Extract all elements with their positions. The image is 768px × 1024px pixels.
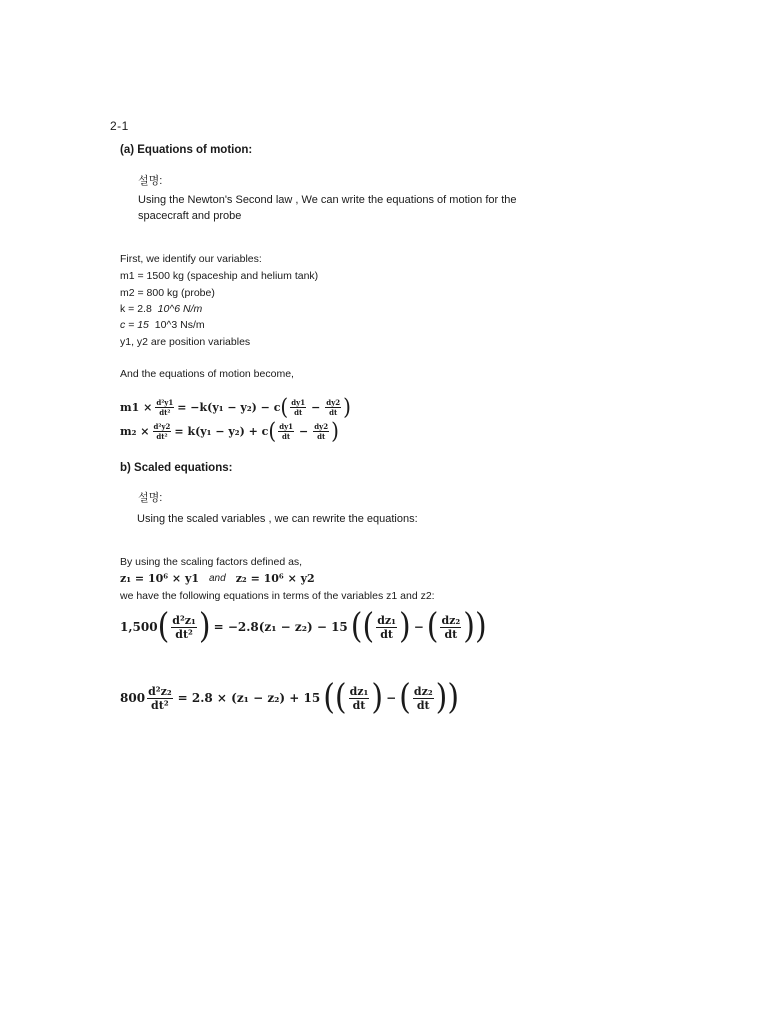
eq4-outer-open-paren: (( — [323, 677, 347, 718]
eq4-dz2-den: dt — [416, 698, 430, 712]
part-b-explanation-label: 설명: — [138, 492, 163, 504]
eq2-dy2-den: dt — [317, 431, 326, 441]
eq1-open-paren: ( — [280, 393, 289, 421]
eq3-inner-close-paren: ) — [398, 606, 411, 647]
variable-m1: m1 = 1500 kg (spaceship and helium tank) — [120, 270, 319, 282]
eq4-minus: − — [386, 691, 397, 705]
eq1-ddy-num: d²y1 — [156, 397, 174, 407]
equation-3 — [120, 606, 487, 647]
eq4-dz2-num: dz₂ — [413, 684, 433, 698]
eq4-dd-den: dt² — [151, 698, 169, 712]
eq3-dz2 — [440, 615, 461, 640]
eq4-second-derivative — [147, 686, 173, 711]
eq2-dy1 — [278, 423, 294, 440]
eq1-dy2 — [325, 399, 341, 416]
eq1-dy1 — [290, 399, 306, 416]
variable-k-value: k = 2.8 — [120, 303, 152, 315]
eq1-dy1-num: dy1 — [291, 397, 306, 407]
variable-k-unit: 10^6 N/m — [157, 303, 203, 315]
eq1-minus: − — [311, 400, 321, 414]
eq1-second-derivative — [155, 399, 174, 416]
eq3-middle: = −2.8(z₁ − z₂) − 15 — [213, 620, 348, 634]
part-b-intro: Using the scaled variables , we can rewrite the equations: — [137, 513, 418, 525]
eq3-minus: − — [413, 620, 424, 634]
variable-k — [120, 303, 202, 315]
eq3-dd-num: d²z₁ — [172, 613, 196, 627]
motion-intro: And the equations of motion become, — [120, 368, 294, 380]
eq3-dd-den: dt² — [175, 627, 193, 641]
eq2-dy2-num: dy2 — [314, 421, 329, 431]
scaling-definitions — [120, 572, 315, 585]
eq2-second-derivative — [153, 423, 172, 440]
equation-1 — [120, 393, 351, 421]
eq1-close-paren: ) — [343, 393, 351, 421]
eq4-middle: = 2.8 × (z₁ − z₂) + 15 — [177, 691, 321, 705]
part-a-heading: (a) Equations of motion: — [120, 144, 253, 156]
section-number: 2-1 — [110, 119, 129, 133]
eq1-dy2-num: dy2 — [326, 397, 341, 407]
following-text: we have the following equations in terms of the variables z1 and z2: — [120, 590, 435, 602]
eq4-outer-close-paren: )) — [435, 677, 460, 718]
eq3-dz2-den: dt — [444, 627, 458, 641]
eq4-dz2 — [413, 686, 434, 711]
equation-4 — [120, 677, 460, 718]
eq4-inner-close-paren: ) — [371, 677, 384, 718]
eq3-dz2-num: dz₂ — [441, 613, 461, 627]
eq1-dy1-den: dt — [294, 407, 303, 417]
eq2-ddy-den: dt² — [156, 431, 168, 441]
eq4-dd-num: d²z₂ — [148, 684, 172, 698]
eq3-dz1-num: dz₁ — [377, 613, 396, 627]
scale-z1: z₁ = 10⁶ × y1 — [120, 572, 199, 585]
eq3-coef: 1,500 — [120, 620, 158, 634]
equation-2 — [120, 417, 339, 445]
eq3-inner-open-paren: ( — [426, 606, 439, 647]
eq2-dy1-num: dy1 — [279, 421, 294, 431]
eq3-close-paren: ) — [198, 606, 211, 647]
eq2-close-paren: ) — [331, 417, 339, 445]
eq3-second-derivative — [171, 615, 197, 640]
eq1-ddy-den: dt² — [159, 407, 171, 417]
eq3-dz1 — [376, 615, 397, 640]
variable-c-value: c = 15 — [120, 319, 149, 331]
eq4-dz1 — [349, 686, 370, 711]
eq4-dz1-num: dz₁ — [349, 684, 369, 698]
eq2-lhs: m₂ × — [120, 424, 150, 438]
identify-variables-text: First, we identify our variables: — [120, 253, 262, 265]
part-a-intro: Using the Newton's Second law , We can write the equations of motion for the spacecraft and probe — [138, 194, 517, 222]
eq4-dz1-den: dt — [352, 698, 366, 712]
scale-z2: z₂ = 10⁶ × y2 — [235, 572, 315, 585]
variable-c — [120, 319, 205, 331]
eq1-dy2-den: dt — [329, 407, 338, 417]
variable-m2: m2 = 800 kg (probe) — [120, 287, 215, 299]
eq3-outer-open-paren: (( — [350, 606, 375, 647]
eq4-coef: 800 — [120, 691, 146, 705]
eq3-open-paren: ( — [157, 606, 170, 647]
eq2-ddy-num: d²y2 — [153, 421, 171, 431]
variable-c-unit: 10^3 Ns/m — [154, 319, 205, 331]
eq3-dz1-den: dt — [380, 627, 393, 641]
eq2-open-paren: ( — [268, 417, 277, 445]
variable-y: y1, y2 are position variables — [120, 336, 251, 348]
part-a-explanation-label: 설명: — [138, 175, 163, 187]
eq4-inner-open-paren: ( — [399, 677, 411, 718]
eq1-lhs: m1 × — [120, 400, 153, 414]
eq2-dy1-den: dt — [282, 431, 291, 441]
part-b-heading: b) Scaled equations: — [120, 462, 233, 474]
eq2-minus: − — [299, 424, 309, 438]
scale-and: and — [209, 573, 226, 584]
eq2-dy2 — [313, 423, 329, 440]
eq1-middle: = −k(y₁ − y₂) − c — [177, 400, 281, 414]
eq3-outer-close-paren: )) — [463, 606, 487, 647]
scaling-intro: By using the scaling factors defined as, — [120, 556, 303, 568]
eq2-middle: = k(y₁ − y₂) + c — [174, 424, 269, 438]
